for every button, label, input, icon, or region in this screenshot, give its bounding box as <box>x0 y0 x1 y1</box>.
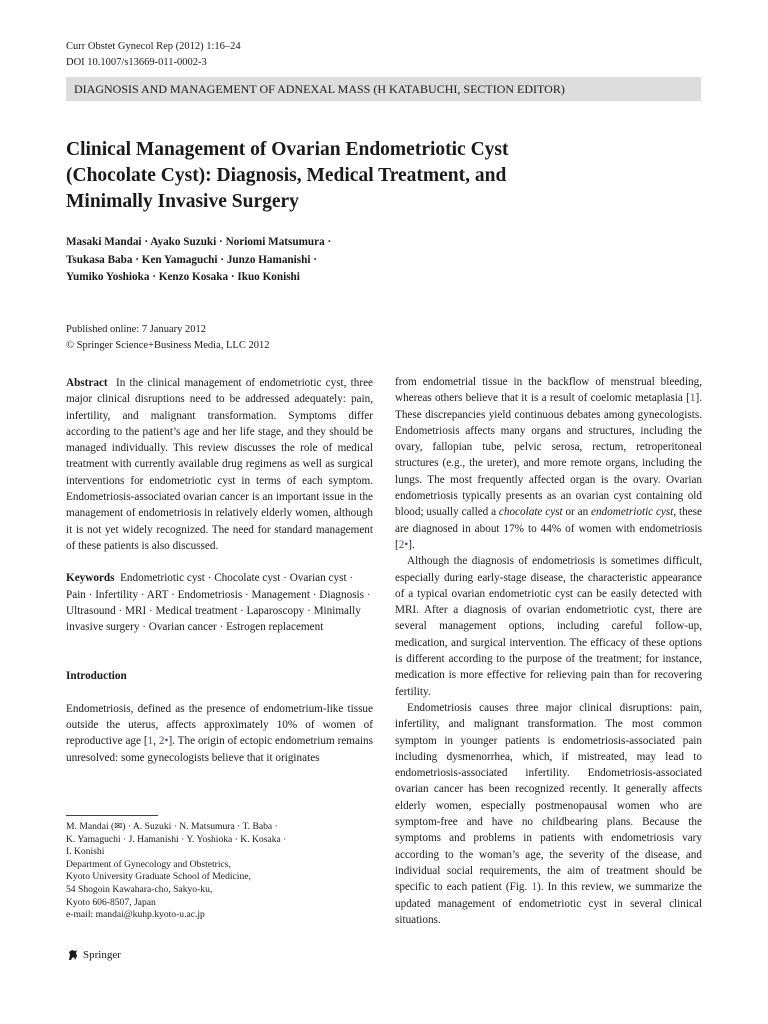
footnote-line: 54 Shogoin Kawahara-cho, Sakyo-ku, <box>66 883 213 895</box>
emphasis-term: endometriotic cyst <box>591 506 674 519</box>
body-text: or an <box>562 506 591 519</box>
author-line: Yumiko Yoshioka · Kenzo Kosaka · Ikuo Konishi <box>66 271 300 283</box>
body-text: ]. <box>408 538 415 551</box>
body-text: from endometrial tissue in the backflow of menstrual bleeding, whereas others believe that it is a result of coelomic metaplasia [ <box>395 376 702 405</box>
doi-line[interactable]: DOI 10.1007/s13669-011-0002-3 <box>66 57 207 68</box>
keywords-text: Endometriotic cyst · Chocolate cyst · Ovarian cyst · Pain · Infertility · ART · Endometriosis · Management · Diagnosis · Ultrasound · MRI · Medical treatment · Laparoscopy · Minimally invasive surgery · Ovarian cancer · Estrogen replacement <box>66 572 371 634</box>
footnote-line: Kyoto 606-8507, Japan <box>66 896 156 908</box>
author-line: Masaki Mandai · Ayako Suzuki · Noriomi Matsumura · <box>66 236 332 248</box>
body-text: , these are diagnosed in about 17% to 44% of women with endometriosis [ <box>395 506 702 551</box>
title-line: (Chocolate Cyst): Diagnosis, Medical Treatment, and <box>66 165 507 186</box>
copyright-notice: © Springer Science+Business Media, LLC 2012 <box>66 340 270 351</box>
section-banner: DIAGNOSIS AND MANAGEMENT OF ADNEXAL MASS (H KATABUCHI, SECTION EDITOR) <box>66 77 701 101</box>
publisher-logo <box>66 948 121 962</box>
intro-text: ]. The origin of ectopic endometrium remains unresolved: some gynecologists believe that it originates <box>66 735 374 764</box>
body-text: ]. These discrepancies yield continuous debates among gynecologists. Endometriosis affects many organs and structures, including the ovary, fallopian tube, pelvic serosa, rectum, retroperitoneal structures (e.g., the ureter), and more remote organs, including the lungs. The most frequently affected organ is the ovary. Ovarian endometriosis typically presents as an ovarian cyst containing old blood; usually called a <box>395 392 702 519</box>
footnote-line: Department of Gynecology and Obstetrics, <box>66 858 231 870</box>
right-column <box>395 374 702 928</box>
body-paragraph: Although the diagnosis of endometriosis is sometimes difficult, especially during early-stage disease, the characteristic appearance of a typical ovarian endometriotic cyst can be easily detected with MRI. After a diagnosis of ovarian endometriotic cyst, there are several management options, including careful follow-up, medication, and surgical intervention. The efficacy of these options is different according to the purpose of the treatment; for instance, medication is more effective for relieving pain than for recovering fertility. <box>395 555 702 698</box>
abstract <box>66 375 373 554</box>
body-paragraph <box>395 700 702 928</box>
emphasis-term: chocolate cyst <box>498 506 563 519</box>
footnote-divider <box>66 815 158 816</box>
journal-line: Curr Obstet Gynecol Rep (2012) 1:16–24 <box>66 41 241 52</box>
abstract-label: Abstract <box>66 377 108 389</box>
email-link[interactable]: e-mail: mandai@kuhp.kyoto-u.ac.jp <box>66 909 205 921</box>
intro-text: Endometriosis, defined as the presence of endometrium-like tissue outside the uterus, affects approximately 10% of women of reproductive age [ <box>66 702 373 748</box>
author-line: Tsukasa Baba · Ken Yamaguchi · Junzo Hamanishi · <box>66 253 317 266</box>
left-column <box>66 375 373 766</box>
springer-horse-icon <box>66 948 80 962</box>
keywords <box>66 570 373 635</box>
footnote-line: K. Yamaguchi · J. Hamanishi · Y. Yoshioka · K. Kosaka · <box>66 833 287 845</box>
introduction-paragraph <box>66 701 373 766</box>
citation-link[interactable]: 1 <box>147 735 154 748</box>
footnote-line: Kyoto University Graduate School of Medicine, <box>66 871 251 883</box>
published-date: Published online: 7 January 2012 <box>66 324 206 335</box>
citation-link[interactable]: 1 <box>689 392 696 405</box>
publisher-name: Springer <box>83 949 121 961</box>
figure-link[interactable]: 1 <box>531 881 538 894</box>
citation-link[interactable]: 2• <box>398 538 409 551</box>
keywords-label: Keywords <box>66 572 115 585</box>
citation-link[interactable]: 2• <box>158 735 169 748</box>
title-line: Minimally Invasive Surgery <box>66 191 299 212</box>
footnote-line: M. Mandai (✉) · A. Suzuki · N. Matsumura · T. Baba · <box>66 821 278 832</box>
journal-citation <box>66 39 241 71</box>
body-paragraph <box>395 374 702 553</box>
body-text: ). In this review, we summarize the updated management of endometriotic cyst in several clinical situations. <box>395 881 703 926</box>
introduction-heading: Introduction <box>66 670 127 683</box>
footnote-line: I. Konishi <box>66 846 105 858</box>
title-line: Clinical Management of Ovarian Endometriotic Cyst <box>66 139 509 160</box>
author-affiliation-footnote <box>66 821 366 922</box>
body-text: Endometriosis causes three major clinical disruptions: pain, infertility, and malignant transformation. The most common symptom in younger patients is endometriosis-associated pain including dysmenorrhea, which, if mistreated, may lead to endometriosis-associated infertility. Endometriosis-associated ovarian cancer has been recognized recently. It generally affects elderly women, especially postmenopausal women who are symptom-free and have no childbearing plans. Because the symptoms and problems in patients with endometriosis vary according to the woman’s age, the severity of the disease, and individual social requirements, the aim of treatment should be specific to each patient (Fig. <box>395 701 702 894</box>
abstract-text: In the clinical management of endometriotic cyst, three major clinical disruptions need to be addressed adequately: pain, infertility, and malignant transformation. Symptoms differ according to the patient’s age and her life stage, and they should be managed individually. This review discusses the role of medical treatment with currently available drug regimens as well as surgical interventions for endometriotic cyst in terms of each symptom. Endometriosis-associated ovarian cancer is an important issue in the management of endometriosis in relatively elderly women, although it is not yet widely recognized. The need for standard management of these patients is also discussed. <box>66 377 373 552</box>
author-list <box>66 234 396 287</box>
publication-info <box>66 322 269 354</box>
citation-separator: , <box>153 735 159 748</box>
article-title <box>66 137 686 215</box>
